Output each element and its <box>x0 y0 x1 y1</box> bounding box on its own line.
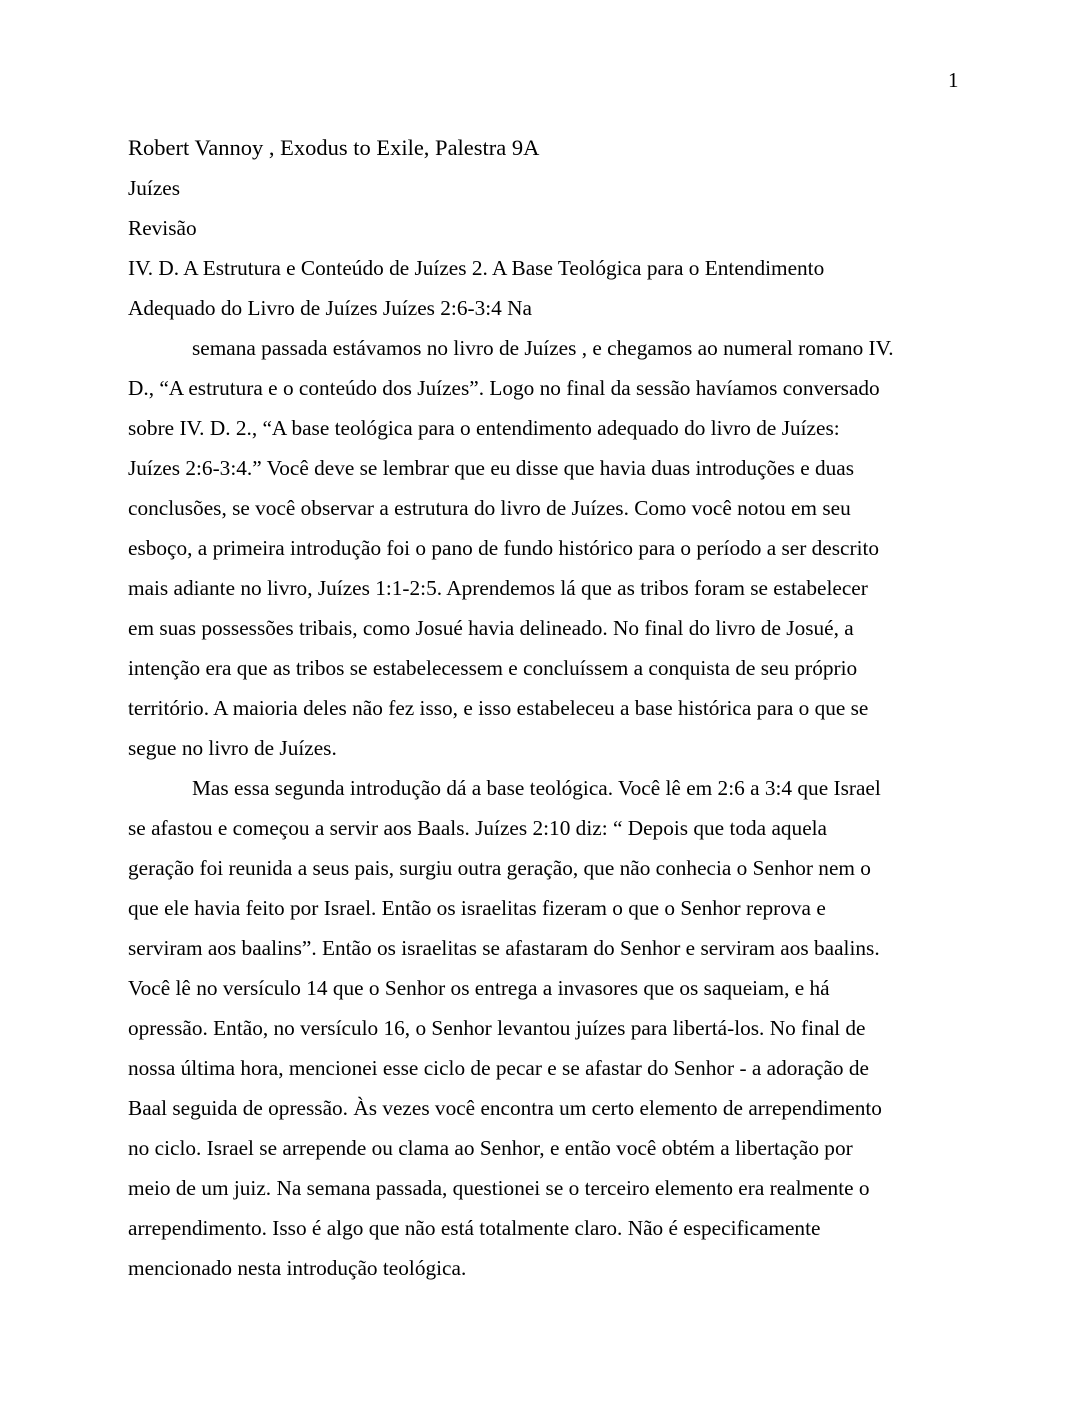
outline-heading-line: Adequado do Livro de Juízes Juízes 2:6-3:4 Na <box>128 296 532 320</box>
paragraph-line: no ciclo. Israel se arrepende ou clama ao Senhor, e então você obtém a libertação por <box>128 1136 853 1160</box>
page-number: 1 <box>948 68 959 92</box>
paragraph-line: território. A maioria deles não fez isso, e isso estabeleceu a base histórica para o que se <box>128 696 869 720</box>
paragraph-line: serviram aos baalins”. Então os israelitas se afastaram do Senhor e serviram aos baalins. <box>128 936 880 960</box>
paragraph-line: intenção era que as tribos se estabelecessem e concluíssem a conquista de seu próprio <box>128 656 858 680</box>
paragraph-line: em suas possessões tribais, como Josué havia delineado. No final do livro de Josué, a <box>128 616 854 640</box>
paragraph-line: se afastou e começou a servir aos Baals. Juízes 2:10 diz: “ Depois que toda aquela <box>128 816 828 840</box>
paragraph-line: D., “A estrutura e o conteúdo dos Juízes”. Logo no final da sessão havíamos conversado <box>128 376 880 400</box>
paragraph-line: Juízes 2:6-3:4.” Você deve se lembrar que eu disse que havia duas introduções e duas <box>128 456 855 480</box>
paragraph-line: que ele havia feito por Israel. Então os israelitas fizeram o que o Senhor reprova e <box>128 896 826 920</box>
paragraph-line: geração foi reunida a seus pais, surgiu outra geração, que não conhecia o Senhor nem o <box>128 856 871 880</box>
paragraph-line: Mas essa segunda introdução dá a base teológica. Você lê em 2:6 a 3:4 que Israel <box>192 776 881 800</box>
paragraph-line: Baal seguida de opressão. Às vezes você encontra um certo elemento de arrependimento <box>128 1096 882 1120</box>
paragraph-line: mais adiante no livro, Juízes 1:1-2:5. Aprendemos lá que as tribos foram se estabelecer <box>128 576 868 600</box>
body-paragraph <box>128 328 958 768</box>
section-label: Revisão <box>128 216 197 240</box>
book-name: Juízes <box>128 176 181 200</box>
paragraph-line: arrependimento. Isso é algo que não está totalmente claro. Não é especificamente <box>128 1216 821 1240</box>
paragraph-line: meio de um juiz. Na semana passada, questionei se o terceiro elemento era realmente o <box>128 1176 870 1200</box>
paragraph-line: Você lê no versículo 14 que o Senhor os entrega a invasores que os saqueiam, e há <box>128 976 830 1000</box>
paragraph-line: segue no livro de Juízes. <box>128 736 337 760</box>
paragraph-line: mencionado nesta introdução teológica. <box>128 1256 467 1280</box>
paragraph-line: nossa última hora, mencionei esse ciclo de pecar e se afastar do Senhor - a adoração de <box>128 1056 869 1080</box>
paragraph-line: sobre IV. D. 2., “A base teológica para o entendimento adequado do livro de Juízes: <box>128 416 840 440</box>
paragraph-line: esboço, a primeira introdução foi o pano de fundo histórico para o período a ser descrito <box>128 536 880 560</box>
body-paragraph <box>128 768 958 1288</box>
outline-heading-line: IV. D. A Estrutura e Conteúdo de Juízes 2. A Base Teológica para o Entendimento <box>128 256 825 280</box>
paragraph-line: semana passada estávamos no livro de Juízes , e chegamos ao numeral romano IV. <box>192 336 894 360</box>
paragraph-line: conclusões, se você observar a estrutura do livro de Juízes. Como você notou em seu <box>128 496 851 520</box>
document-content <box>128 128 958 1288</box>
lecture-title: Robert Vannoy , Exodus to Exile, Palestra 9A <box>128 135 540 160</box>
paragraph-line: opressão. Então, no versículo 16, o Senhor levantou juízes para libertá-los. No final de <box>128 1016 866 1040</box>
